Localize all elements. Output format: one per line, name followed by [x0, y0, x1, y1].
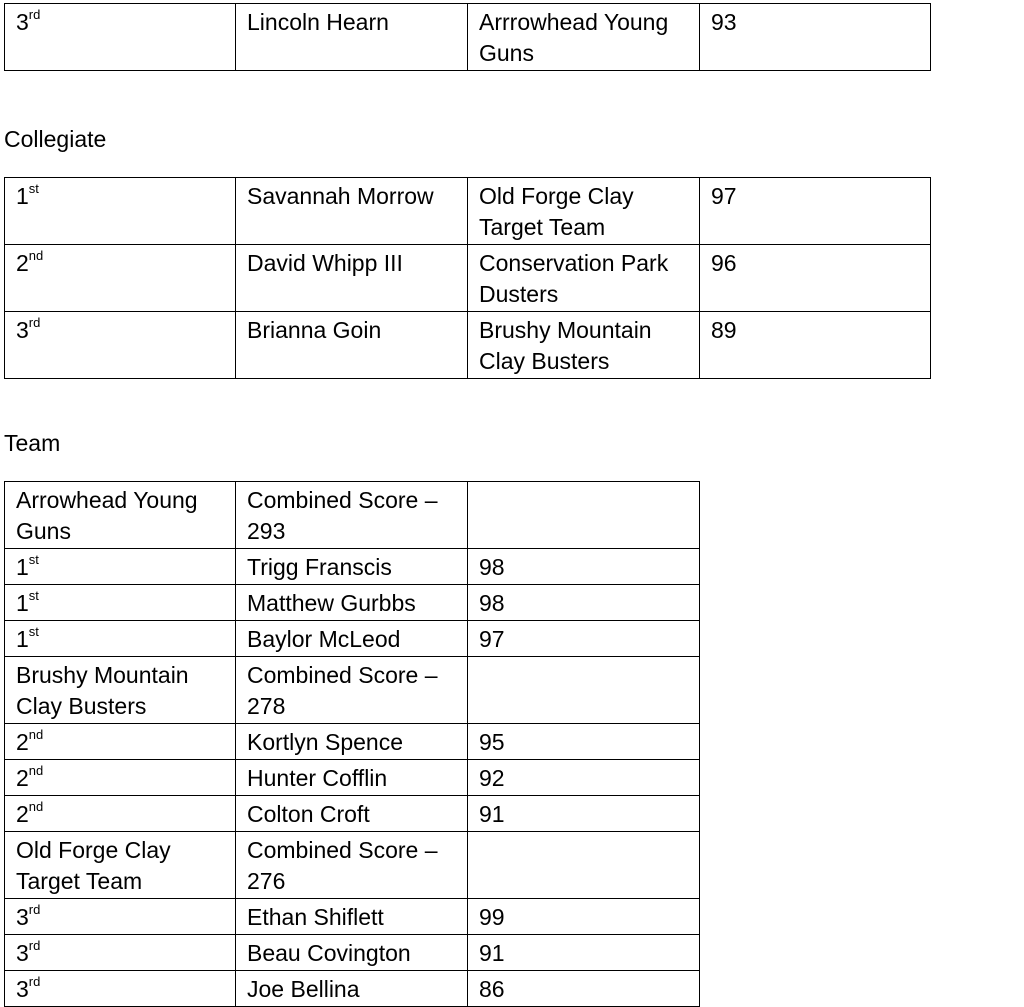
table-row — [5, 796, 700, 832]
name-cell: Ethan Shiflett — [236, 899, 468, 935]
name-cell: Beau Covington — [236, 935, 468, 971]
name-cell: Trigg Franscis — [236, 549, 468, 585]
score-cell: 89 — [700, 312, 931, 379]
place-number: 3 — [16, 976, 29, 1002]
score-cell: 91 — [468, 796, 700, 832]
place-number: 3 — [16, 9, 29, 35]
name-cell: Joe Bellina — [236, 971, 468, 1007]
place-number: 3 — [16, 317, 29, 343]
team-name-cell: Old Forge Clay Target Team — [5, 832, 236, 899]
place-cell — [5, 312, 236, 379]
combined-score-cell: Combined Score – 276 — [236, 832, 468, 899]
table-row — [5, 935, 700, 971]
team-heading: Team — [4, 430, 61, 456]
table-row — [5, 4, 931, 71]
score-cell: 95 — [468, 724, 700, 760]
place-cell — [5, 549, 236, 585]
table-row — [5, 549, 700, 585]
results-table-continued — [4, 3, 931, 71]
place-cell — [5, 621, 236, 657]
score-cell: 91 — [468, 935, 700, 971]
name-cell: Brianna Goin — [236, 312, 468, 379]
place-suffix: st — [28, 552, 39, 568]
place-number: 2 — [16, 801, 29, 827]
empty-cell — [468, 657, 700, 724]
place-cell — [5, 796, 236, 832]
score-cell: 86 — [468, 971, 700, 1007]
name-cell: Matthew Gurbbs — [236, 585, 468, 621]
name-cell: Colton Croft — [236, 796, 468, 832]
team-table — [4, 481, 700, 1007]
place-cell — [5, 4, 236, 71]
place-number: 1 — [16, 626, 29, 652]
place-suffix: nd — [28, 763, 44, 779]
place-number: 1 — [16, 183, 29, 209]
place-number: 3 — [16, 904, 29, 930]
score-cell: 98 — [468, 549, 700, 585]
place-cell — [5, 760, 236, 796]
score-cell: 98 — [468, 585, 700, 621]
score-cell: 99 — [468, 899, 700, 935]
table-row — [5, 621, 700, 657]
place-suffix: nd — [28, 248, 44, 264]
place-number: 3 — [16, 940, 29, 966]
place-suffix: nd — [28, 799, 44, 815]
place-suffix: rd — [28, 974, 41, 990]
club-cell: Conservation Park Dusters — [468, 245, 700, 312]
place-suffix: rd — [28, 938, 41, 954]
name-cell: Savannah Morrow — [236, 178, 468, 245]
place-suffix: nd — [28, 727, 44, 743]
place-number: 2 — [16, 250, 29, 276]
club-cell: Old Forge Clay Target Team — [468, 178, 700, 245]
score-cell: 93 — [700, 4, 931, 71]
place-suffix: rd — [28, 315, 41, 331]
place-suffix: st — [28, 624, 39, 640]
collegiate-table — [4, 177, 931, 379]
place-number: 2 — [16, 765, 29, 791]
team-name-cell: Brushy Mountain Clay Busters — [5, 657, 236, 724]
club-cell: Arrrowhead Young Guns — [468, 4, 700, 71]
team-header-row — [5, 832, 700, 899]
name-cell: Lincoln Hearn — [236, 4, 468, 71]
team-header-row — [5, 657, 700, 724]
score-cell: 97 — [700, 178, 931, 245]
place-number: 1 — [16, 554, 29, 580]
place-cell — [5, 178, 236, 245]
place-cell — [5, 899, 236, 935]
place-cell — [5, 971, 236, 1007]
place-cell — [5, 724, 236, 760]
empty-cell — [468, 832, 700, 899]
name-cell: David Whipp III — [236, 245, 468, 312]
combined-score-cell: Combined Score – 278 — [236, 657, 468, 724]
table-row — [5, 178, 931, 245]
empty-cell — [468, 482, 700, 549]
score-cell: 97 — [468, 621, 700, 657]
table-row — [5, 585, 700, 621]
name-cell: Hunter Cofflin — [236, 760, 468, 796]
table-row — [5, 899, 700, 935]
table-row — [5, 760, 700, 796]
place-number: 2 — [16, 729, 29, 755]
name-cell: Kortlyn Spence — [236, 724, 468, 760]
team-header-row — [5, 482, 700, 549]
place-cell — [5, 585, 236, 621]
collegiate-heading: Collegiate — [4, 126, 107, 152]
place-cell — [5, 935, 236, 971]
place-suffix: st — [28, 181, 39, 197]
table-row — [5, 971, 700, 1007]
table-row — [5, 724, 700, 760]
combined-score-cell: Combined Score – 293 — [236, 482, 468, 549]
table-row — [5, 312, 931, 379]
place-cell — [5, 245, 236, 312]
place-suffix: rd — [28, 7, 41, 23]
table-row — [5, 245, 931, 312]
team-name-cell: Arrowhead Young Guns — [5, 482, 236, 549]
place-suffix: rd — [28, 902, 41, 918]
place-number: 1 — [16, 590, 29, 616]
place-suffix: st — [28, 588, 39, 604]
name-cell: Baylor McLeod — [236, 621, 468, 657]
score-cell: 96 — [700, 245, 931, 312]
club-cell: Brushy Mountain Clay Busters — [468, 312, 700, 379]
score-cell: 92 — [468, 760, 700, 796]
